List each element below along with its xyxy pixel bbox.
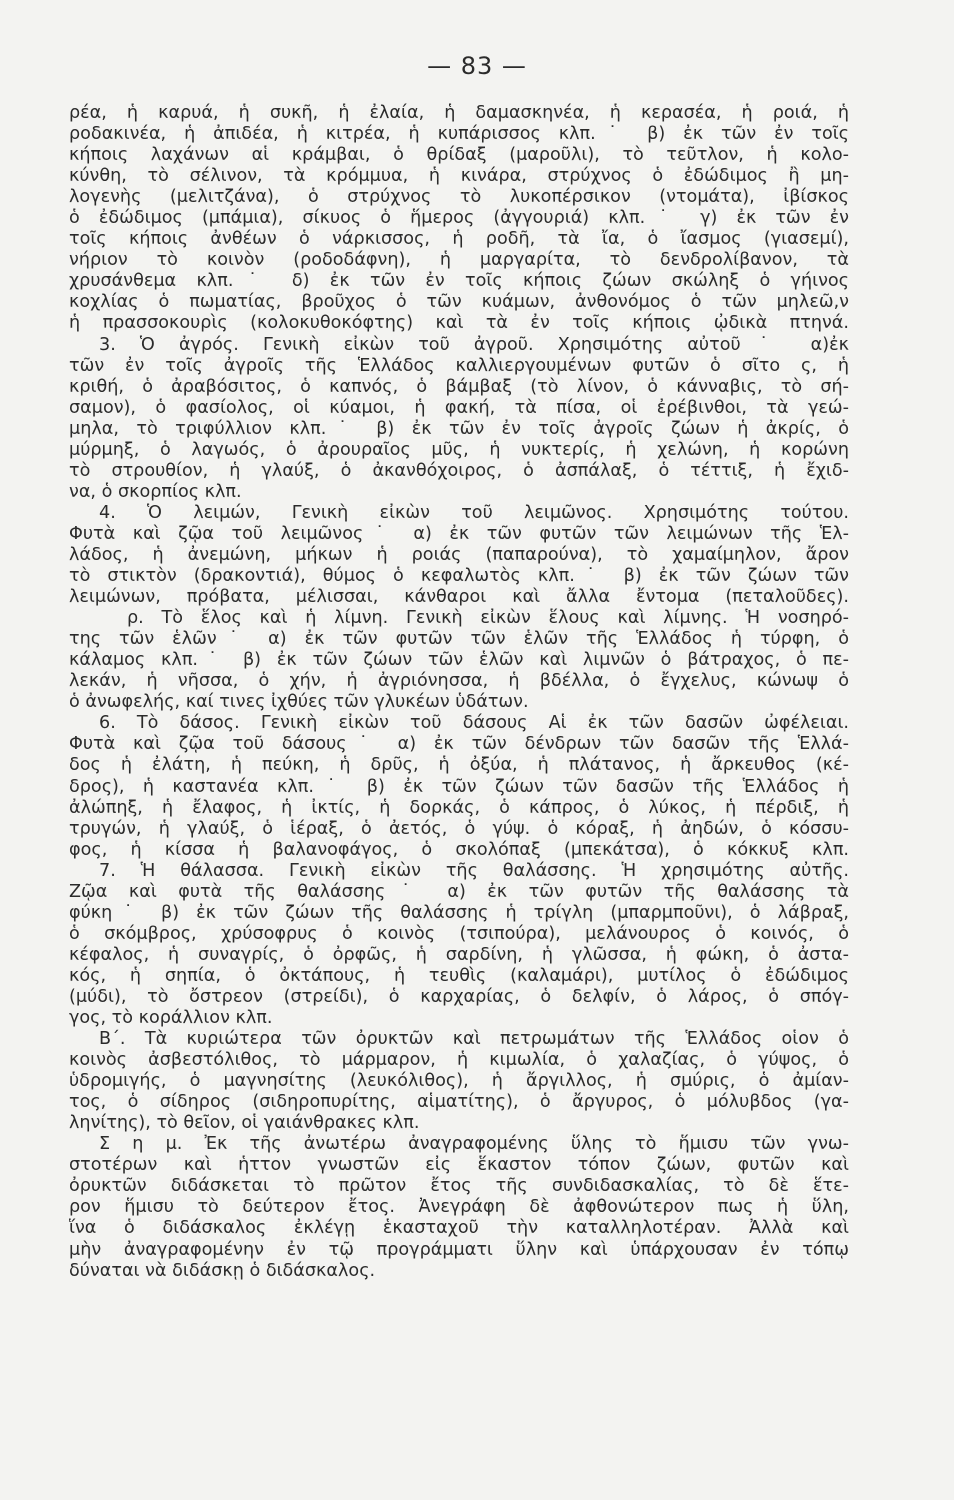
text-line: (μύδι), τὸ ὄστρεον (στρείδι), ὁ καρχαρίας, ὁ δελφίν, ὁ λάρος, ὁ σπόγ- [69, 986, 849, 1007]
text-line: κός, ἡ σηπία, ὁ ὀκτάπους, ἡ τευθὶς (καλαμάρι), μυτίλος ὁ ἐδώδιμος [69, 965, 849, 986]
text-line: φος, ἡ κίσσα ἡ βαλανοφάγος, ὁ σκολόπαξ (μπεκάτσα), ὁ κόκκυξ κλπ. [69, 839, 849, 860]
text-line: ἀλώπηξ, ἡ ἔλαφος, ἡ ἰκτίς, ἡ δορκάς, ὁ κάπρος, ὁ λύκος, ἡ πέρδιξ, ἡ [69, 797, 849, 818]
text-line: χρυσάνθεμα κλπ.˙ δ) ἐκ τῶν ἐν τοῖς κήποις ζώων σκώληξ ὁ γήινος [69, 271, 849, 292]
text-line: να, ὁ σκορπίος κλπ. [69, 481, 242, 502]
text-line: 4. Ὁ λειμών, Γενικὴ εἰκὼν τοῦ λειμῶνος. Χρησιμότης τούτου. [99, 502, 849, 523]
body-text [69, 103, 849, 1282]
text-line: δρος), ἡ καστανέα κλπ.˙ β) ἐκ τῶν ζώων τῶν δασῶν τῆς Ἑλλάδος ἡ [69, 776, 849, 797]
text-line: νήριον τὸ κοινὸν (ροδοδάφνη), ἡ μαργαρίτα, τὸ δενδρολίβανον, τὰ [69, 250, 849, 271]
text-line: κοχλίας ὁ πωματίας, βροῦχος ὁ τῶν κυάμων, ἀνθονόμος ὁ τῶν μηλεῶ,ν [69, 292, 849, 313]
text-line: τὸ στρουθίον, ἡ γλαύξ, ὁ ἀκανθόχοιρος, ὁ ἀσπάλαξ, ὁ τέττιξ, ἡ ἔχιδ- [69, 460, 849, 481]
text-line: τος, ὁ σίδηρος (σιδηροπυρίτης, αἱματίτης), ὁ ἄργυρος, ὁ μόλυβδος (γα- [69, 1092, 849, 1113]
text-line: ὁ σκόμβρος, χρύσοφρυς ὁ κοινὸς (τσιπούρα), μελάνουρος ὁ κοινός, ὁ [69, 923, 849, 944]
text-line: κύνθη, τὸ σέλινον, τὰ κρόμμυα, ἡ κινάρα, στρύχνος ὁ ἐδώδιμος ἢ μη- [69, 166, 849, 187]
text-line: λεκάν, ἡ νῆσσα, ὁ χήν, ἡ ἀγριόνησσα, ἡ βδέλλα, ὁ ἔγχελυς, κώνωψ ὁ [69, 671, 849, 692]
text-line: ὑδρομιγής, ὁ μαγνησίτης (λευκόλιθος), ἡ ἄργιλλος, ἡ σμύρις, ὁ ἀμίαν- [69, 1071, 849, 1092]
text-line: σαμον), ὁ φασίολος, οἱ κύαμοι, ἡ φακή, τὰ πίσα, οἱ ἐρέβινθοι, τὰ γεώ- [69, 397, 849, 418]
text-line: ὁ ἐδώδιμος (μπάμια), σίκυος ὁ ἥμερος (ἀγγουριά) κλπ.˙ γ) ἐκ τῶν ἐν [69, 208, 849, 229]
page-number: — 83 — [427, 52, 527, 80]
text-line: ρέα, ἡ καρυά, ἡ συκῆ, ἡ ἐλαία, ἡ δαμασκηνέα, ἡ κερασέα, ἡ ροιά, ἡ [69, 103, 849, 123]
text-line: Φυτὰ καὶ ζῷα τοῦ λειμῶνος˙ α) ἐκ τῶν φυτῶν τῶν λειμώνων τῆς Ἑλ- [69, 523, 849, 544]
text-line: ληνίτης), τὸ θεῖον, οἱ γαιάνθρακες κλπ. [69, 1113, 420, 1134]
text-line: τῶν ἐν τοῖς ἀγροῖς τῆς Ἑλλάδος καλλιεργουμένων φυτῶν ὁ σῖτο ς, ἡ [69, 355, 849, 376]
text-line: κριθή, ὁ ἀραβόσιτος, ὁ καπνός, ὁ βάμβαξ (τὸ λίνον, ὁ κάνναβις, τὸ σή- [69, 376, 849, 397]
text-line: τὸ στικτὸν (δρακοντιά), θύμος ὁ κεφαλωτὸς κλπ.˙ β) ἐκ τῶν ζώων τῶν [69, 566, 849, 587]
text-line: ἵνα ὁ διδάσκαλος ἐκλέγῃ ἑκασταχοῦ τὴν καταλληλοτέραν. Ἀλλὰ καὶ [69, 1218, 849, 1239]
text-line: Φυτὰ καὶ ζῷα τοῦ δάσους˙ α) ἐκ τῶν δένδρων τῶν δασῶν τῆς Ἑλλά- [69, 734, 849, 755]
text-line: 6. Τὸ δάσος. Γενικὴ εἰκὼν τοῦ δάσους Αἱ ἐκ τῶν δασῶν ὠφέλειαι. [99, 713, 849, 734]
text-line: στοτέρων καὶ ἧττον γνωστῶν εἰς ἕκαστον τόπον ζώων, φυτῶν καὶ [69, 1155, 849, 1176]
text-line: 3. Ὁ ἀγρός. Γενικὴ εἰκὼν τοῦ ἀγροῦ. Χρησιμότης αὐτοῦ˙ α)ἐκ [99, 334, 849, 355]
text-line: ὀρυκτῶν διδάσκεται τὸ πρῶτον ἔτος τῆς συνδιδασκαλίας, τὸ δὲ ἕτε- [69, 1176, 849, 1197]
text-line: δύναται νὰ διδάσκῃ ὁ διδάσκαλος. [69, 1260, 376, 1281]
text-line: ρον ἥμισυ τὸ δεύτερον ἔτος. Ἀνεγράφη δὲ ἀφθονώτερον πως ἡ ὕλη, [69, 1197, 849, 1218]
text-line: 7. Ἡ θάλασσα. Γενικὴ εἰκὼν τῆς θαλάσσης. Ἡ χρησιμότης αὐτῆς. [99, 860, 849, 881]
text-line: ἡ πρασσοκουρὶς (κολοκυθοκόφτης) καὶ τὰ ἐν τοῖς κήποις ᾠδικὰ πτηνά. [69, 313, 849, 334]
text-line: κήποις λαχάνων αἱ κράμβαι, ὁ θρίδαξ (μαροῦλι), τὸ τεῦτλον, ἡ κολο- [69, 145, 849, 166]
text-line: Σ η μ. Ἐκ τῆς ἀνωτέρω ἀναγραφομένης ὕλης τὸ ἥμισυ τῶν γνω- [99, 1134, 849, 1155]
text-line: φύκη˙ β) ἐκ τῶν ζώων τῆς θαλάσσης ἡ τρίγλη (μπαρμποῦνι), ὁ λάβραξ, [69, 902, 849, 923]
text-line: μηλα, τὸ τριφύλλιον κλπ.˙ β) ἐκ τῶν ἐν τοῖς ἀγροῖς ζώων ἡ ἀκρίς, ὁ [69, 418, 849, 439]
text-line: δος ἡ ἐλάτη, ἡ πεύκη, ἡ δρῦς, ἡ ὀξύα, ἡ πλάτανος, ἡ ἄρκευθος (κέ- [69, 755, 849, 776]
text-line: λειμώνων, πρόβατα, μέλισσαι, κάνθαροι καὶ ἄλλα ἔντομα (πεταλοῦδες). [69, 587, 849, 608]
text-line: κέφαλος, ἡ συναγρίς, ὁ ὀρφῶς, ἡ σαρδίνη, ἡ γλῶσσα, ἡ φώκη, ὁ ἀστα- [69, 944, 849, 965]
text-line: τρυγών, ἡ γλαύξ, ὁ ἱέραξ, ὁ ἀετός, ὁ γύψ. ὁ κόραξ, ἡ ἀηδών, ὁ κόσσυ- [69, 818, 849, 839]
text-line: Β΄. Τὰ κυριώτερα τῶν ὀρυκτῶν καὶ πετρωμάτων τῆς Ἑλλάδος οἷον ὁ [99, 1029, 849, 1050]
text-line: μύρμηξ, ὁ λαγωός, ὁ ἀρουραῖος μῦς, ἡ νυκτερίς, ἡ χελώνη, ἡ κορώνη [69, 439, 849, 460]
text-line: λάδος, ἡ ἀνεμώνη, μήκων ἡ ροιάς (παπαρούνα), τὸ χαμαίμηλον, ἄρον [69, 544, 849, 565]
text-line: ρ. Τὸ ἕλος καὶ ἡ λίμνη. Γενικὴ εἰκὼν ἕλους καὶ λίμνης. Ἡ νοσηρό- [127, 608, 849, 629]
text-line: ὁ ἀνωφελής, καί τινες ἰχθύες τῶν γλυκέων ὑδάτων. [69, 692, 529, 713]
text-line: λογενὴς (μελιτζάνα), ὁ στρύχνος τὸ λυκοπέρσικον (ντομάτα), ἰβίσκος [69, 187, 849, 208]
text-line: μὴν ἀναγραφομένην ἐν τῷ προγράμματι ὕλην καὶ ὑπάρχουσαν ἐν τόπῳ [69, 1239, 849, 1260]
text-line: ροδακινέα, ἡ ἀπιδέα, ἡ κιτρέα, ἡ κυπάρισσος κλπ.˙ β) ἐκ τῶν ἐν τοῖς [69, 124, 849, 145]
text-line: Ζῷα καὶ φυτὰ τῆς θαλάσσης˙ α) ἐκ τῶν φυτῶν τῆς θαλάσσης τὰ [69, 881, 849, 902]
text-line: κάλαμος κλπ.˙ β) ἐκ τῶν ζώων τῶν ἑλῶν καὶ λιμνῶν ὁ βάτραχος, ὁ πε- [69, 650, 849, 671]
text-line: γος, τὸ κοράλλιον κλπ. [69, 1008, 273, 1029]
text-line: κοινὸς ἀσβεστόλιθος, τὸ μάρμαρον, ἡ κιμωλία, ὁ χαλαζίας, ὁ γύψος, ὁ [69, 1050, 849, 1071]
text-line: τοῖς κήποις ἀνθέων ὁ νάρκισσος, ἡ ροδῆ, τὰ ἴα, ὁ ἴασμος (γιασεμί), [69, 229, 849, 250]
text-line: της τῶν ἑλῶν˙ α) ἐκ τῶν φυτῶν τῶν ἑλῶν τῆς Ἑλλάδος ἡ τύρφη, ὁ [69, 629, 849, 650]
